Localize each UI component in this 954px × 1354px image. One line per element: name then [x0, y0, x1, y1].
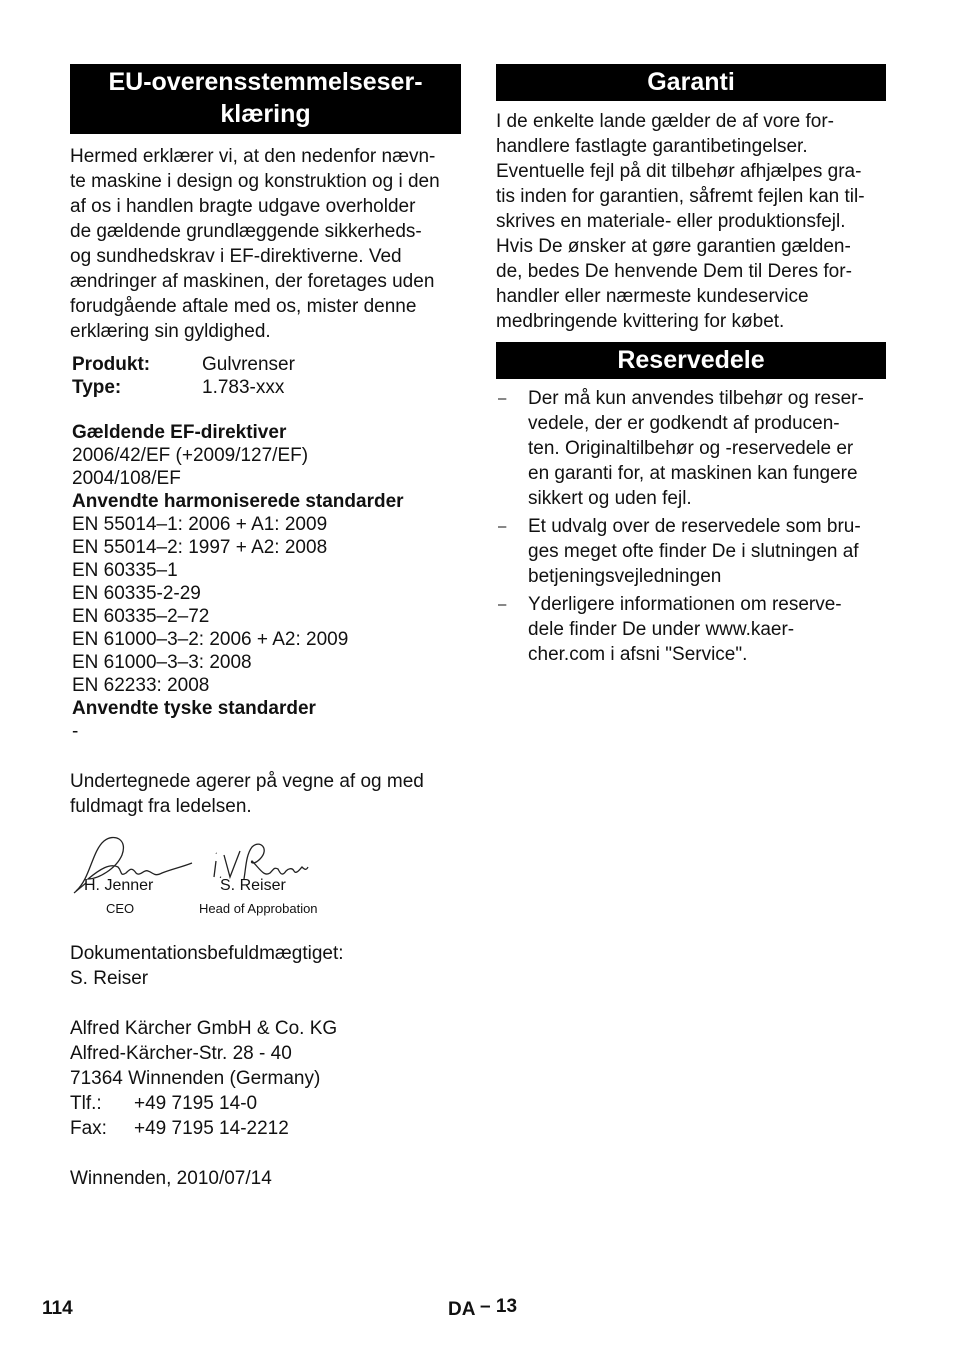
- company-line: 71364 Winnenden (Germany): [70, 1068, 321, 1089]
- garanti-heading: Garanti: [496, 64, 886, 101]
- declaration-heading-line1: EU-overensstemmelseser-: [108, 68, 423, 96]
- fax-row: [70, 1116, 461, 1141]
- language-code: DA: [448, 1299, 475, 1320]
- product-info: [70, 353, 461, 399]
- signing-line: fuldmagt fra ledelsen.: [70, 796, 252, 817]
- signing-text: [70, 769, 461, 819]
- company-line: Alfred Kärcher GmbH & Co. KG: [70, 1018, 338, 1039]
- reserve-heading: Reservedele: [496, 342, 886, 379]
- garanti-text: [496, 109, 886, 334]
- list-item: [496, 386, 886, 511]
- place-date: Winnenden, 2010/07/14: [70, 1168, 272, 1189]
- product-label: Produkt:: [72, 354, 151, 375]
- garanti-line: I de enkelte lande gælder de af vore for-: [496, 111, 834, 132]
- tel-row: [70, 1091, 461, 1116]
- type-value: 1.783-xxx: [202, 377, 285, 398]
- declaration-intro: [70, 144, 461, 344]
- garanti-line: tis inden for garantien, såfremt fejlen kan til-: [496, 186, 865, 207]
- dash-bullet: –: [498, 596, 507, 613]
- intro-line: de gældende grundlæggende sikkerheds-: [70, 221, 422, 242]
- garanti-line: de, bedes De henvende Dem til Deres for-: [496, 261, 852, 282]
- list-item: [496, 592, 886, 667]
- standard-item: EN 60335–1: [72, 560, 178, 581]
- standard-item: EN 55014–2: 1997 + A2: 2008: [72, 537, 328, 558]
- list-line: Et udvalg over de reservedele som bru-: [528, 516, 861, 537]
- standards-block: [70, 421, 461, 743]
- directive-item: 2004/108/EF: [72, 468, 181, 489]
- list-line: Der må kun anvendes tilbehør og reser-: [528, 388, 864, 409]
- signer2-title: Head of Approbation: [199, 901, 318, 916]
- garanti-line: handlere fastlagte garantibetingelser.: [496, 136, 808, 157]
- intro-line: af os i handlen bragte udgave overholder: [70, 196, 416, 217]
- language-page-number: 13: [495, 1296, 518, 1317]
- doc-authority: [70, 941, 461, 991]
- doc-name: S. Reiser: [70, 968, 149, 989]
- intro-line: te maskine i design og konstruktion og i den: [70, 171, 440, 192]
- right-column: [496, 64, 886, 670]
- company-address: [70, 1016, 461, 1141]
- directive-item: 2006/42/EF (+2009/127/EF): [72, 445, 309, 466]
- list-line: sikkert og uden fejl.: [528, 488, 692, 509]
- signatures: [70, 833, 461, 923]
- garanti-line: skrives en materiale- eller produktionsfejl.: [496, 211, 846, 232]
- standard-item: EN 61000–3–3: 2008: [72, 652, 252, 673]
- declaration-heading-line2: klæring: [220, 100, 311, 128]
- list-line: ten. Originaltilbehør og -reservedele er: [528, 438, 854, 459]
- signer1-title: CEO: [106, 901, 135, 916]
- garanti-line: Hvis De ønsker at gøre garantien gælden-: [496, 236, 851, 257]
- type-row: [72, 376, 461, 399]
- garanti-line: Eventuelle fejl på dit tilbehør afhjælpes gra-: [496, 161, 862, 182]
- type-label: Type:: [72, 377, 122, 398]
- list-line: ges meget ofte finder De i slutningen af: [528, 541, 859, 562]
- signer2-name: S. Reiser: [220, 877, 286, 894]
- german-standards-heading: Anvendte tyske standarder: [72, 698, 316, 719]
- intro-line: erklæring sin gyldighed.: [70, 321, 271, 342]
- german-standards-value: -: [72, 721, 79, 742]
- fax-label: Fax:: [70, 1118, 107, 1139]
- garanti-line: medbringende kvittering for købet.: [496, 311, 785, 332]
- product-value: Gulvrenser: [202, 354, 295, 375]
- doc-label: Dokumentationsbefuldmægtiget:: [70, 943, 344, 964]
- intro-line: og sundhedskrav i EF-direktiverne. Ved: [70, 246, 402, 267]
- standard-item: EN 60335–2–72: [72, 606, 210, 627]
- harmonised-heading: Anvendte harmoniserede standarder: [72, 491, 404, 512]
- list-line: Yderligere informationen om reserve-: [528, 594, 842, 615]
- fax-value: +49 7195 14-2212: [134, 1118, 289, 1139]
- signer1-name: H. Jenner: [84, 877, 154, 894]
- intro-line: forudgående aftale med os, mister denne: [70, 296, 417, 317]
- product-row: [72, 353, 461, 376]
- tel-label: Tlf.:: [70, 1093, 102, 1114]
- list-line: cher.com i afsni "Service".: [528, 644, 748, 665]
- standard-item: EN 55014–1: 2006 + A1: 2009: [72, 514, 328, 535]
- language-page-label: [448, 1296, 517, 1318]
- company-line: Alfred-Kärcher-Str. 28 - 40: [70, 1043, 292, 1064]
- list-line: dele finder De under www.kaer-: [528, 619, 795, 640]
- standard-item: EN 60335-2-29: [72, 583, 201, 604]
- list-line: betjeningsvejledningen: [528, 566, 722, 587]
- page-number: 114: [42, 1298, 73, 1319]
- dash-bullet: –: [498, 390, 507, 407]
- signing-line: Undertegnede agerer på vegne af og med: [70, 771, 424, 792]
- declaration-heading: [70, 64, 461, 134]
- list-line: vedele, der er godkendt af producen-: [528, 413, 840, 434]
- standard-item: EN 62233: 2008: [72, 675, 210, 696]
- list-line: en garanti for, at maskinen kan fungere: [528, 463, 858, 484]
- intro-line: ændringer af maskinen, der foretages uden: [70, 271, 435, 292]
- left-column: [70, 64, 461, 1191]
- intro-line: Hermed erklærer vi, at den nedenfor nævn-: [70, 146, 436, 167]
- list-item: [496, 514, 886, 589]
- directives-heading: Gældende EF-direktiver: [72, 422, 287, 443]
- dash-bullet: –: [498, 518, 507, 535]
- standard-item: EN 61000–3–2: 2006 + A2: 2009: [72, 629, 349, 650]
- tel-value: +49 7195 14-0: [134, 1093, 258, 1114]
- reserve-list: [496, 386, 886, 667]
- language-separator: –: [480, 1296, 491, 1317]
- garanti-line: handler eller nærmeste kundeservice: [496, 286, 809, 307]
